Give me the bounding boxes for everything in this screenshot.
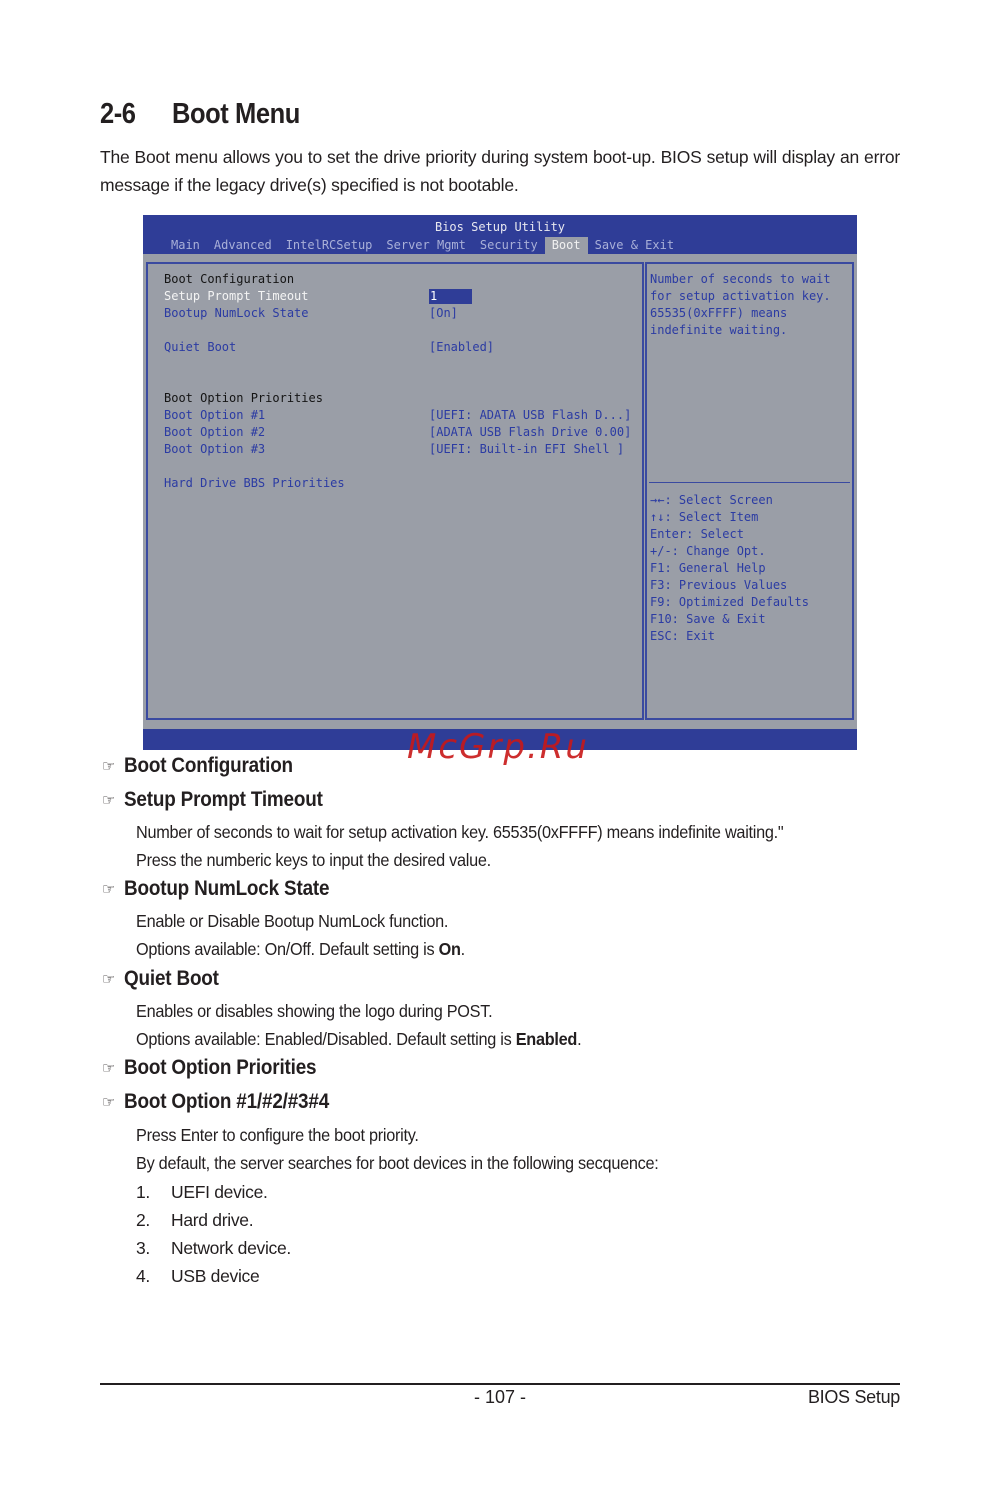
heading-label: Bootup NumLock State [124,877,330,900]
bios-tab-server-mgmt[interactable]: Server Mgmt [386,238,466,252]
bios-boot-option-3-label[interactable]: Boot Option #3 [164,442,266,456]
numlock-default: On [438,939,461,959]
bios-quiet-boot-value[interactable]: [Enabled] [429,340,495,354]
numlock-desc-2 [136,939,465,960]
pointing-hand-icon: ☞ [102,758,116,775]
heading-label: Setup Prompt Timeout [124,788,323,811]
list-number: 1. [136,1182,150,1202]
bios-tab-advanced[interactable]: Advanced [213,238,272,252]
pointing-hand-icon: ☞ [102,1094,116,1111]
bios-boot-option-2-value[interactable]: [ADATA USB Flash Drive 0.00] [429,425,632,439]
bios-help-line: Number of seconds to wait [650,272,831,286]
bios-quiet-boot-label[interactable]: Quiet Boot [164,340,237,354]
bios-key-hint: ↑↓: Select Item [650,510,759,524]
boot-option-desc-2: By default, the server searches for boot devices in the following secquence: [136,1153,659,1173]
intro-line-2: message if the legacy drive(s) specified is not bootable. [100,175,519,195]
watermark: McGrp.Ru [407,727,589,767]
intro-paragraph [100,143,900,199]
bios-boot-config-header: Boot Configuration [164,272,295,286]
bios-key-hint: Enter: Select [650,527,744,541]
heading-setup-prompt-timeout [102,786,345,814]
section-title: Boot Menu [172,98,300,130]
bios-key-hint: +/-: Change Opt. [650,544,766,558]
bios-numlock-value[interactable]: [On] [429,306,458,320]
bios-tab-security[interactable]: Security [479,238,538,252]
list-text: Hard drive. [171,1210,254,1230]
list-number: 2. [136,1210,150,1230]
bios-help-divider [649,482,850,483]
bios-title: Bios Setup Utility [434,220,566,234]
bios-tab-boot[interactable]: Boot [545,237,588,254]
quiet-boot-options: Options available: Enabled/Disabled. Default setting is [136,1029,516,1049]
setup-prompt-desc-1: Number of seconds to wait for setup activation key. 65535(0xFFFF) means indefinite waiting." [136,822,784,842]
bios-hdd-bbs-priorities[interactable]: Hard Drive BBS Priorities [164,476,345,490]
bios-boot-option-2-label[interactable]: Boot Option #2 [164,425,266,439]
bios-priorities-header: Boot Option Priorities [164,391,323,405]
list-item [136,1182,268,1203]
quiet-boot-default: Enabled [515,1029,578,1049]
footer-section-name: BIOS Setup [807,1387,900,1407]
list-number: 3. [136,1238,150,1258]
bios-help-line: 65535(0xFFFF) means [650,306,788,320]
setup-prompt-desc-2: Press the numberic keys to input the desired value. [136,850,491,870]
bios-tab-intelrcsetup[interactable]: IntelRCSetup [285,238,373,252]
footer-rule [100,1383,900,1385]
list-text: UEFI device. [171,1182,268,1202]
bios-boot-option-1-label[interactable]: Boot Option #1 [164,408,266,422]
pointing-hand-icon: ☞ [102,792,116,809]
intro-line-1: The Boot menu allows you to set the drive priority during system boot-up. BIOS setup will display an error [100,147,900,167]
quiet-boot-desc-2 [136,1029,581,1050]
list-item [136,1266,259,1287]
list-text: USB device [171,1266,260,1286]
bios-setup-prompt-label[interactable]: Setup Prompt Timeout [164,289,309,303]
punctuation: . [460,939,465,959]
heading-label: Boot Option Priorities [124,1056,317,1079]
bios-boot-option-1-value[interactable]: [UEFI: ADATA USB Flash D...] [429,408,632,422]
heading-boot-configuration [102,752,312,780]
list-number: 4. [136,1266,150,1286]
heading-label: Boot Configuration [124,754,293,777]
heading-label: Boot Option #1/#2/#3#4 [124,1090,330,1113]
list-item [136,1210,253,1231]
bios-numlock-label[interactable]: Bootup NumLock State [164,306,309,320]
heading-bootup-numlock-state [102,875,352,903]
list-text: Network device. [171,1238,291,1258]
section-number: 2-6 [100,98,136,130]
bios-tab-main[interactable]: Main [171,238,200,252]
bios-key-hint: F10: Save & Exit [650,612,766,626]
bios-key-hint: ESC: Exit [650,629,716,643]
heading-boot-option-priorities [102,1054,338,1082]
heading-quiet-boot [102,965,229,993]
numlock-options: Options available: On/Off. Default setting is [136,939,439,959]
boot-option-desc-1: Press Enter to configure the boot priority. [136,1125,419,1145]
pointing-hand-icon: ☞ [102,971,116,988]
bios-tab-save-exit[interactable]: Save & Exit [594,238,675,252]
bios-tab-bar [164,237,681,254]
numlock-desc-1: Enable or Disable Bootup NumLock function. [136,911,449,931]
bios-key-hint: F9: Optimized Defaults [650,595,809,609]
bios-help-line: indefinite waiting. [650,323,788,337]
bios-key-hint: →←: Select Screen [650,493,773,507]
heading-label: Quiet Boot [124,967,219,990]
punctuation: . [577,1029,582,1049]
heading-boot-option [102,1088,352,1116]
pointing-hand-icon: ☞ [102,881,116,898]
list-item [136,1238,291,1259]
bios-setup-prompt-value[interactable]: 1 [429,289,472,304]
bios-boot-option-3-value[interactable]: [UEFI: Built-in EFI Shell ] [429,442,625,456]
page-number: - 107 - [473,1387,527,1407]
pointing-hand-icon: ☞ [102,1060,116,1077]
bios-key-hint: F3: Previous Values [650,578,788,592]
bios-help-line: for setup activation key. [650,289,831,303]
bios-key-hint: F1: General Help [650,561,766,575]
quiet-boot-desc-1: Enables or disables showing the logo during POST. [136,1001,493,1021]
bios-screenshot [143,215,857,750]
